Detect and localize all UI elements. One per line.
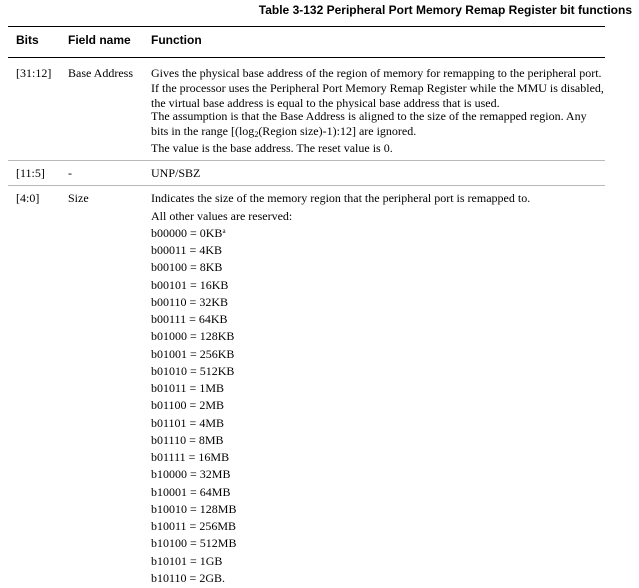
log-text: bits in the range [(log <box>151 124 255 138</box>
row-function: Indicates the size of the memory region that the peripheral port is remapped to. <box>151 191 531 205</box>
encoding-item: b01101 = 4MB <box>151 415 224 430</box>
encoding-item: b01000 = 128KB <box>151 329 235 344</box>
encoding-item: b10001 = 64MB <box>151 484 231 499</box>
header-top-rule <box>8 26 605 27</box>
header-bits: Bits <box>16 33 39 47</box>
encoding-item: b10011 = 256MB <box>151 519 236 533</box>
header-field-name: Field name <box>68 33 131 47</box>
function-paragraph <box>151 109 611 139</box>
function-line: The assumption is that the Base Address is aligned to the size of the remapped region. Any <box>151 109 587 123</box>
row-function: UNP/SBZ <box>151 166 201 180</box>
encoding-item: b10101 = 1GB <box>151 553 223 568</box>
encoding-item: b10010 = 128MB <box>151 501 237 516</box>
footnote-marker: a <box>222 227 226 235</box>
function-line: Gives the physical base address of the region of memory for remapping to the peripheral port. <box>151 66 602 80</box>
table-caption: Table 3-132 Peripheral Port Memory Remap Register bit functions <box>258 3 632 17</box>
range-text: (Region size)-1):12] are ignored. <box>258 124 417 138</box>
row-field-name: - <box>68 166 72 180</box>
row-bits: [31:12] <box>16 66 52 80</box>
encoding-text: b00000 = 0KB <box>151 226 223 240</box>
log-subscript: 2 <box>254 130 259 139</box>
encoding-item: b10000 = 32MB <box>151 467 231 482</box>
encoding-item: b01011 = 1MB <box>151 381 224 395</box>
encoding-item: b10100 = 512MB <box>151 536 237 551</box>
encoding-item: b00111 = 64KB <box>151 312 228 326</box>
encoding-item: b01110 = 8MB <box>151 432 224 447</box>
header-function: Function <box>151 33 202 47</box>
row-field-name: Base Address <box>68 66 133 80</box>
function-paragraph <box>151 66 611 111</box>
encoding-item: b01001 = 256KB <box>151 346 235 361</box>
function-paragraph: The value is the base address. The reset value is 0. <box>151 141 393 155</box>
row-bits: [4:0] <box>16 191 40 205</box>
encoding-item: b10110 = 2GB. <box>151 570 225 585</box>
encoding-item: b01111 = 16MB <box>151 450 230 464</box>
row-divider <box>8 185 605 186</box>
encoding-item: b00101 = 16KB <box>151 277 229 292</box>
row-field-name: Size <box>68 191 89 205</box>
encoding-item: b00100 = 8KB <box>151 260 223 275</box>
encoding-item: b00011 = 4KB <box>151 243 222 257</box>
encoding-item: b00110 = 32KB <box>151 294 228 309</box>
encoding-item: b01100 = 2MB <box>151 398 224 413</box>
function-line: the virtual base address is equal to the physical base address that is used. <box>151 96 500 110</box>
row-note: All other values are reserved: <box>151 209 293 223</box>
row-bits: [11:5] <box>16 166 45 180</box>
function-line: If the processor uses the Peripheral Port Memory Remap Register while the MMU is disabled, <box>151 81 604 95</box>
encoding-item: b01010 = 512KB <box>151 363 235 378</box>
encoding-item <box>151 226 226 241</box>
header-bottom-rule <box>8 57 605 58</box>
row-divider <box>8 160 605 161</box>
function-line <box>151 124 611 139</box>
